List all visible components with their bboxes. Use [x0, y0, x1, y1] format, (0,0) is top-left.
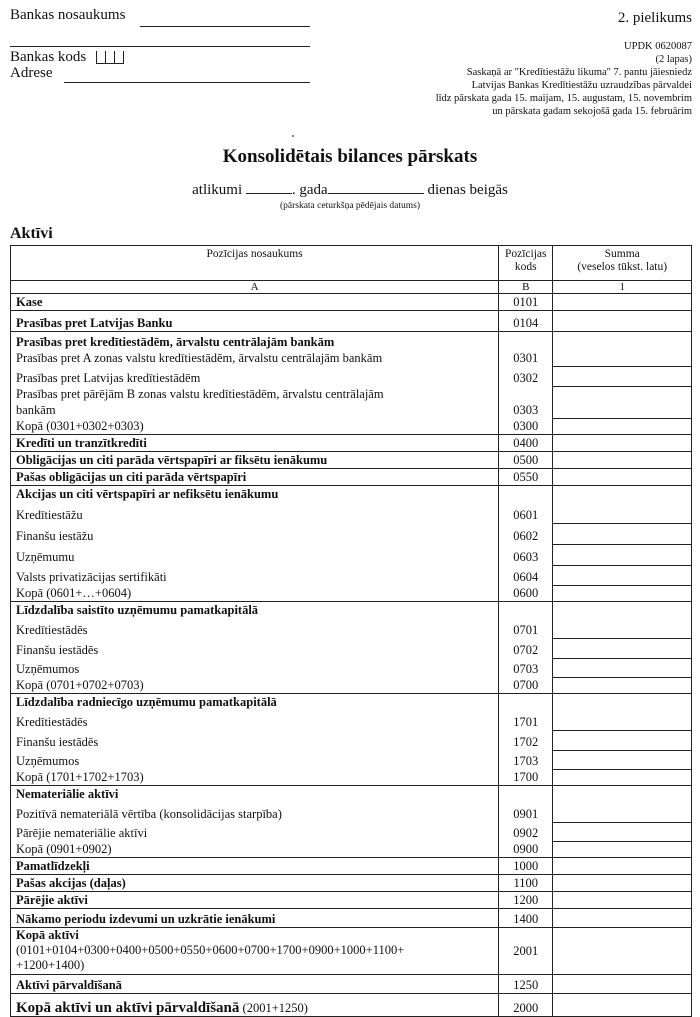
row-code: 0901 — [499, 802, 553, 822]
row-label: Līdzdalība saistīto uzņēmumu pamatkapitālā — [11, 602, 499, 619]
table-row — [11, 975, 692, 994]
row-code: 1200 — [499, 892, 553, 909]
row-label: Finanšu iestādēs — [11, 638, 499, 658]
table-row — [11, 841, 692, 858]
row-label: Kredītiestādēs — [11, 710, 499, 730]
row-label-line: bankām — [16, 403, 56, 417]
header-code — [499, 246, 553, 281]
table-row — [11, 418, 692, 435]
bank-code-label: Bankas kods — [10, 49, 87, 65]
table-row — [11, 366, 692, 386]
row-label: Līdzdalība radniecīgo uzņēmumu pamatkapitālā — [11, 694, 499, 711]
row-code: 1701 — [499, 710, 553, 730]
table-row — [11, 875, 692, 892]
row-code: 0500 — [499, 452, 553, 469]
row-label: Pārējie aktīvi — [11, 892, 499, 909]
row-label: Pozitīvā nemateriālā vērtība (konsolidācijas starpība) — [11, 802, 499, 822]
row-code: 1700 — [499, 769, 553, 786]
table-letters-row — [11, 281, 692, 294]
row-label-line: Kopā aktīvi un aktīvi pārvaldīšanā — [16, 1000, 240, 1016]
address-field[interactable] — [64, 82, 310, 83]
row-sum-field — [553, 786, 692, 803]
table-row — [11, 386, 692, 418]
row-sum-field[interactable] — [553, 658, 692, 677]
row-code: 0603 — [499, 544, 553, 565]
table-row — [11, 658, 692, 677]
row-sum-field[interactable] — [553, 710, 692, 730]
row-label: Pamatlīdzekļi — [11, 858, 499, 875]
row-sum-field — [553, 332, 692, 351]
annex-label: 2. pielikums — [617, 10, 692, 26]
table-row — [11, 350, 692, 366]
header-code-1: Pozīcijas — [504, 248, 547, 260]
row-code: 0550 — [499, 469, 553, 486]
row-sum-field[interactable] — [553, 677, 692, 694]
row-code: 0702 — [499, 638, 553, 658]
row-sum-field[interactable] — [553, 544, 692, 565]
row-code: 0104 — [499, 311, 553, 332]
row-code: 0604 — [499, 565, 553, 585]
row-sum-field[interactable] — [553, 452, 692, 469]
table-row — [11, 858, 692, 875]
row-code: 0602 — [499, 523, 553, 544]
row-sum-field — [553, 694, 692, 711]
row-sum-field[interactable] — [553, 502, 692, 523]
row-label: Kopā (0701+0702+0703) — [11, 677, 499, 694]
row-label: Nemateriālie aktīvi — [11, 786, 499, 803]
row-label-line: Prasības pret pārējām B zonas valstu kredītiestādēm, ārvalstu centrālajām — [16, 387, 384, 401]
table-row — [11, 750, 692, 769]
row-sum-field[interactable] — [553, 311, 692, 332]
row-sum-field[interactable] — [553, 875, 692, 892]
address-label: Adrese — [10, 65, 53, 81]
legal-note-line: Latvijas Bankas Kredītiestāžu uzraudzības pārvaldei — [471, 80, 692, 91]
row-sum-field[interactable] — [553, 730, 692, 750]
row-sum-field[interactable] — [553, 909, 692, 928]
header-divider — [10, 46, 310, 47]
row-code: 0703 — [499, 658, 553, 677]
row-sum-field[interactable] — [553, 350, 692, 366]
scan-speck — [292, 135, 294, 137]
table-row — [11, 294, 692, 311]
row-code: 0600 — [499, 585, 553, 602]
row-label: Kopā (0601+…+0604) — [11, 585, 499, 602]
row-sum-field[interactable] — [553, 366, 692, 386]
row-label: Kopā (0301+0302+0303) — [11, 418, 499, 435]
row-label: Kredīti un tranzītkredīti — [11, 435, 499, 452]
row-code — [499, 602, 553, 619]
row-sum-field[interactable] — [553, 294, 692, 311]
legal-note-line: Saskaņā ar "Kredītiestāžu likuma" 7. pantu jāiesniedz — [466, 67, 692, 78]
row-code: 2000 — [499, 994, 553, 1017]
row-sum-field[interactable] — [553, 386, 692, 418]
row-label: Uzņēmumos — [11, 750, 499, 769]
row-code: 0302 — [499, 366, 553, 386]
row-label-line: (0101+0104+0300+0400+0500+0550+0600+0700+1700+0900+1000+1100+ — [16, 943, 405, 957]
row-label: Pašas obligācijas un citi parāda vērtspapīri — [11, 469, 499, 486]
header-name — [11, 246, 499, 281]
table-row — [11, 435, 692, 452]
row-label: Aktīvi pārvaldīšanā — [11, 975, 499, 994]
header-sum-1: Summa — [604, 248, 640, 260]
row-code: 0700 — [499, 677, 553, 694]
row-sum-field[interactable] — [553, 565, 692, 585]
letter-a: A — [11, 281, 499, 294]
row-code: 0400 — [499, 435, 553, 452]
row-label: Nākamo periodu izdevumi un uzkrātie ienākumi — [11, 909, 499, 928]
table-row — [11, 802, 692, 822]
table-row — [11, 638, 692, 658]
row-code: 1703 — [499, 750, 553, 769]
table-row — [11, 469, 692, 486]
table-row — [11, 892, 692, 909]
row-code: 0601 — [499, 502, 553, 523]
row-sum-field[interactable] — [553, 802, 692, 822]
row-label — [11, 928, 499, 975]
row-label: Kopā (1701+1702+1703) — [11, 769, 499, 786]
row-sum-field[interactable] — [553, 769, 692, 786]
row-label: Prasības pret A zonas valstu kredītiestādēm, ārvalstu centrālajām bankām — [11, 350, 499, 366]
table-row — [11, 994, 692, 1017]
table-row — [11, 565, 692, 585]
row-label-line: Kopā aktīvi — [16, 928, 79, 942]
section-title: Aktīvi — [10, 225, 53, 242]
period-prefix: atlikumi — [192, 182, 243, 198]
bank-code-row — [10, 49, 124, 66]
row-code: 1400 — [499, 909, 553, 928]
row-label: Valsts privatizācijas sertifikāti — [11, 565, 499, 585]
period-note: (pārskata ceturkšņa pēdējais datums) — [279, 201, 421, 211]
row-sum-field[interactable] — [553, 435, 692, 452]
row-code — [499, 694, 553, 711]
table-row — [11, 523, 692, 544]
header-sum — [553, 246, 692, 281]
row-sum-field[interactable] — [553, 418, 692, 435]
row-code: 0303 — [499, 386, 553, 418]
row-code: 0301 — [499, 350, 553, 366]
row-sum-field[interactable] — [553, 994, 692, 1017]
row-code: 0902 — [499, 822, 553, 841]
table-row — [11, 618, 692, 638]
row-sum-field — [553, 486, 692, 503]
form-info — [362, 40, 692, 118]
row-label: Prasības pret kredītiestādēm, ārvalstu centrālajām bankām — [11, 332, 499, 351]
row-code: 1000 — [499, 858, 553, 875]
row-label-line: +1200+1400) — [16, 958, 85, 972]
row-sum-field[interactable] — [553, 618, 692, 638]
table-row — [11, 502, 692, 523]
row-sum-field[interactable] — [553, 858, 692, 875]
row-sum-field[interactable] — [553, 750, 692, 769]
form-pages: (2 lapas) — [655, 54, 692, 65]
row-code: 2001 — [499, 928, 553, 975]
bank-name-label: Bankas nosaukums — [10, 7, 126, 23]
row-label: Pašas akcijas (daļas) — [11, 875, 499, 892]
form-code: UPDK 0620087 — [624, 41, 692, 52]
row-sum-field[interactable] — [553, 975, 692, 994]
row-sum-field — [553, 602, 692, 619]
table-row — [11, 822, 692, 841]
table-row — [11, 694, 692, 711]
table-row — [11, 544, 692, 565]
row-sum-field[interactable] — [553, 523, 692, 544]
table-row — [11, 710, 692, 730]
row-sum-field[interactable] — [553, 841, 692, 858]
header-sum-2: (veselos tūkst. latu) — [577, 261, 668, 273]
period-line — [0, 182, 700, 199]
period-year-field[interactable] — [246, 193, 292, 194]
row-sum-field[interactable] — [553, 469, 692, 486]
row-label: Obligācijas un citi parāda vērtspapīri ar fiksētu ienākumu — [11, 452, 499, 469]
letter-b: B — [499, 281, 553, 294]
period-suffix: dienas beigās — [427, 182, 508, 198]
table-row — [11, 332, 692, 351]
row-code: 1702 — [499, 730, 553, 750]
table-row — [11, 486, 692, 503]
bank-code-box[interactable] — [114, 51, 124, 64]
page-title: Konsolidētais bilances pārskats — [222, 146, 478, 167]
letter-1: 1 — [553, 281, 692, 294]
table-row — [11, 730, 692, 750]
table-header-row — [11, 246, 692, 281]
row-code: 0101 — [499, 294, 553, 311]
row-label: Kredītiestādēs — [11, 618, 499, 638]
legal-note-line: līdz pārskata gada 15. maijam, 15. augustam, 15. novembrim — [435, 93, 692, 104]
assets-table — [10, 245, 692, 1017]
period-date-field[interactable] — [328, 193, 424, 194]
bank-code-box[interactable] — [96, 51, 105, 64]
table-row — [11, 928, 692, 975]
row-code — [499, 486, 553, 503]
table-row — [11, 786, 692, 803]
row-label: Prasības pret Latvijas Banku — [11, 311, 499, 332]
row-code: 0900 — [499, 841, 553, 858]
row-label — [11, 386, 499, 418]
period-middle: . gada — [291, 182, 328, 198]
row-label: Finanšu iestāžu — [11, 523, 499, 544]
row-code: 0300 — [499, 418, 553, 435]
row-label: Akcijas un citi vērtspapīri ar nefiksētu ienākumu — [11, 486, 499, 503]
bank-code-boxes[interactable] — [96, 49, 124, 66]
table-row — [11, 769, 692, 786]
row-label-line: (2001+1250) — [242, 1001, 308, 1015]
row-sum-field[interactable] — [553, 585, 692, 602]
row-label: Finanšu iestādēs — [11, 730, 499, 750]
legal-note-line: un pārskata gadam sekojošā gada 15. februārim — [492, 106, 692, 117]
row-label — [11, 994, 499, 1017]
row-sum-field[interactable] — [553, 928, 692, 975]
table-row — [11, 452, 692, 469]
row-label: Kase — [11, 294, 499, 311]
row-sum-field[interactable] — [553, 638, 692, 658]
row-label: Uzņēmumu — [11, 544, 499, 565]
row-label: Pārējie nemateriālie aktīvi — [11, 822, 499, 841]
row-label: Uzņēmumos — [11, 658, 499, 677]
row-sum-field[interactable] — [553, 822, 692, 841]
row-code: 0701 — [499, 618, 553, 638]
row-code — [499, 332, 553, 351]
table-row — [11, 311, 692, 332]
row-code: 1250 — [499, 975, 553, 994]
bank-name-field[interactable] — [140, 26, 310, 27]
row-label: Kopā (0901+0902) — [11, 841, 499, 858]
table-row — [11, 602, 692, 619]
header-name-text: Pozīcijas nosaukums — [206, 248, 303, 260]
row-code — [499, 786, 553, 803]
table-row — [11, 585, 692, 602]
row-label: Kredītiestāžu — [11, 502, 499, 523]
row-sum-field[interactable] — [553, 892, 692, 909]
bank-code-box[interactable] — [105, 51, 114, 64]
row-label: Prasības pret Latvijas kredītiestādēm — [11, 366, 499, 386]
table-row — [11, 909, 692, 928]
table-row — [11, 677, 692, 694]
header-code-2: kods — [514, 261, 537, 273]
row-code: 1100 — [499, 875, 553, 892]
